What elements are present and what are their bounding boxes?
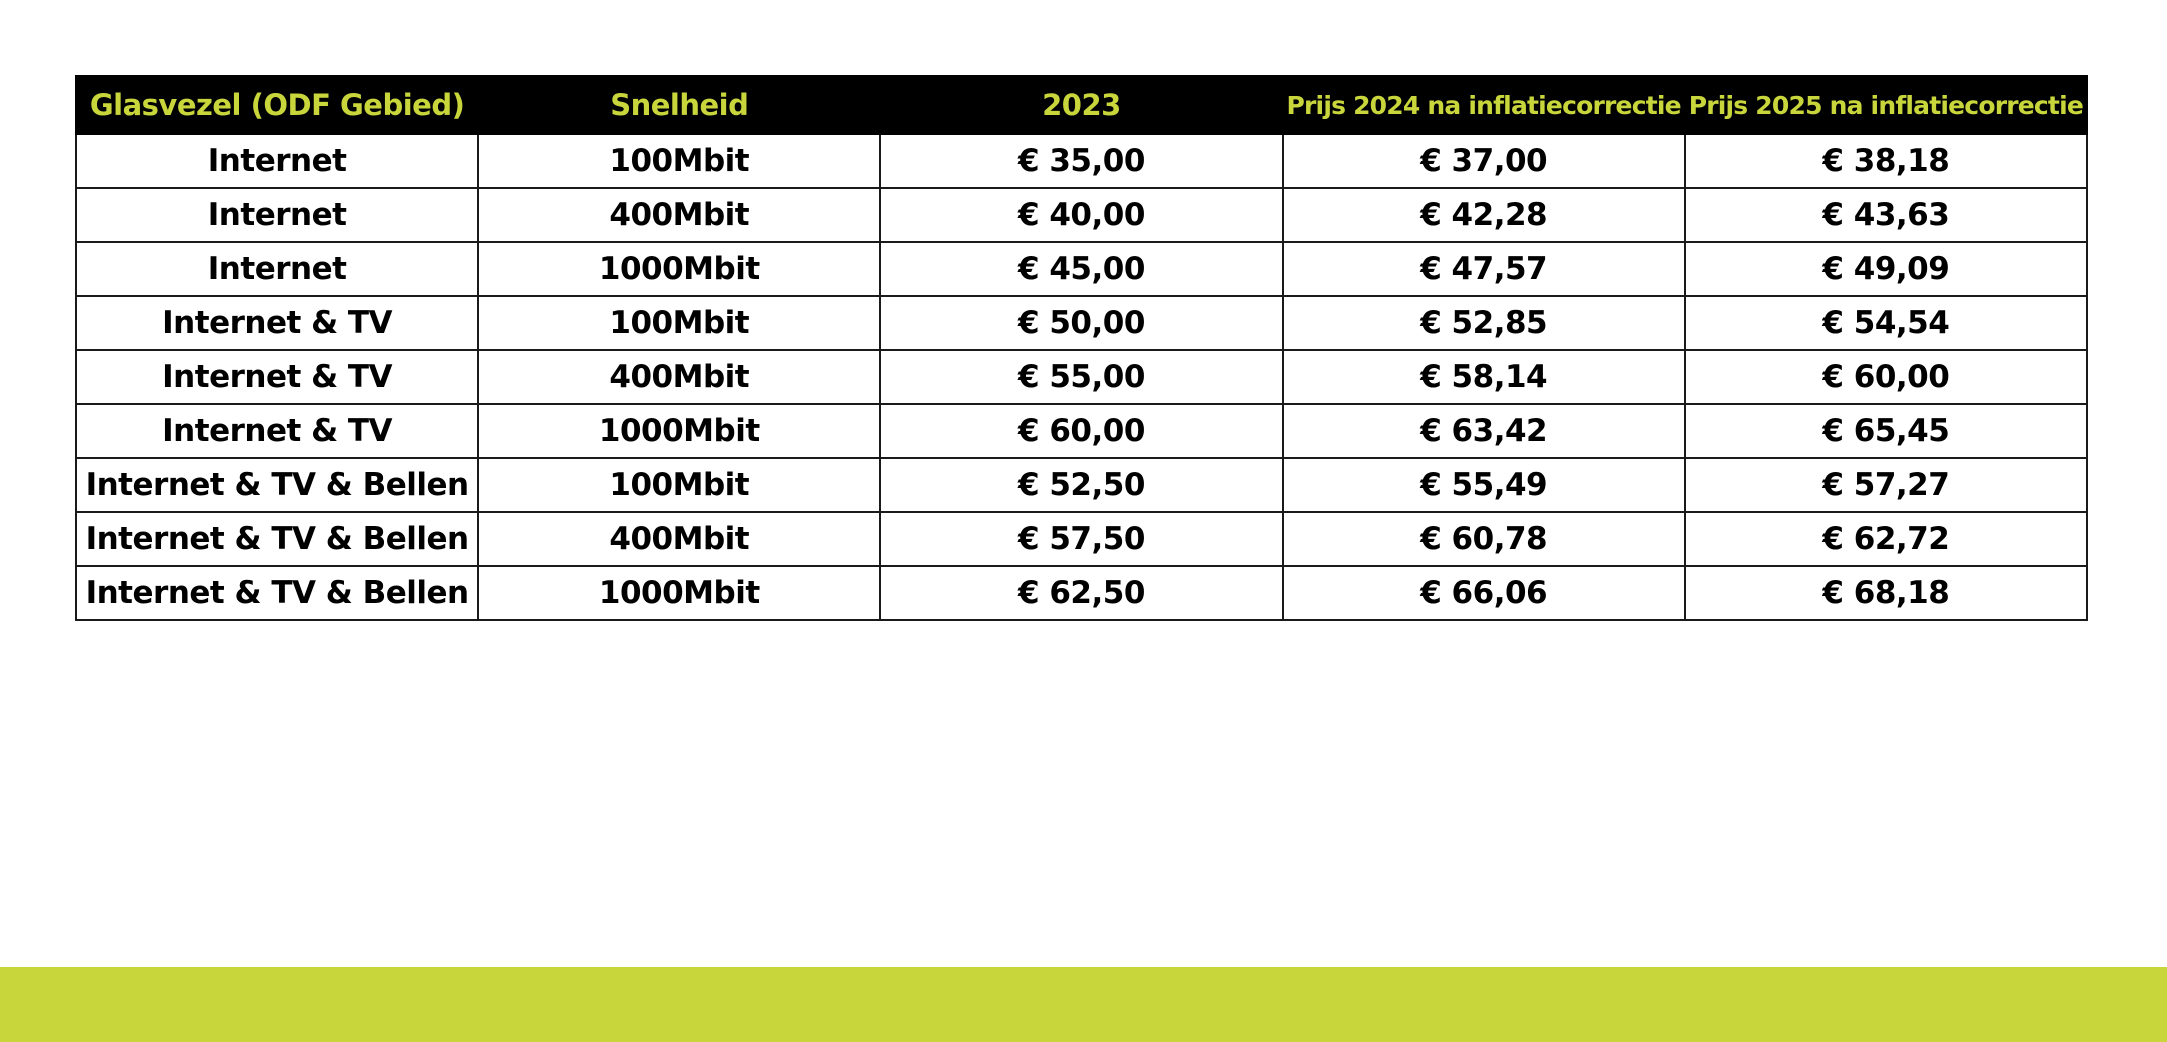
- cell-package: Internet: [76, 242, 478, 296]
- cell-package: Internet & TV & Bellen: [76, 512, 478, 566]
- cell-price-2024: € 52,85: [1283, 296, 1685, 350]
- header-glasvezel: Glasvezel (ODF Gebied): [76, 76, 478, 134]
- header-prijs-2025: Prijs 2025 na inflatiecorrectie: [1685, 76, 2087, 134]
- cell-speed: 400Mbit: [478, 188, 880, 242]
- cell-price-2025: € 68,18: [1685, 566, 2087, 620]
- cell-price-2025: € 54,54: [1685, 296, 2087, 350]
- cell-package: Internet: [76, 188, 478, 242]
- cell-package: Internet & TV: [76, 404, 478, 458]
- cell-speed: 400Mbit: [478, 512, 880, 566]
- cell-price-2023: € 62,50: [880, 566, 1282, 620]
- table-row: [76, 350, 2087, 404]
- cell-package: Internet & TV & Bellen: [76, 566, 478, 620]
- cell-package: Internet & TV: [76, 350, 478, 404]
- cell-price-2024: € 63,42: [1283, 404, 1685, 458]
- cell-price-2025: € 38,18: [1685, 134, 2087, 188]
- table-row: [76, 512, 2087, 566]
- header-row: [76, 76, 2087, 134]
- cell-package: Internet & TV: [76, 296, 478, 350]
- cell-price-2023: € 57,50: [880, 512, 1282, 566]
- cell-price-2025: € 60,00: [1685, 350, 2087, 404]
- cell-price-2023: € 50,00: [880, 296, 1282, 350]
- cell-price-2024: € 58,14: [1283, 350, 1685, 404]
- cell-price-2023: € 35,00: [880, 134, 1282, 188]
- cell-speed: 1000Mbit: [478, 242, 880, 296]
- table-row: [76, 404, 2087, 458]
- cell-price-2023: € 45,00: [880, 242, 1282, 296]
- cell-speed: 100Mbit: [478, 134, 880, 188]
- pricing-table-body: [76, 134, 2087, 620]
- cell-speed: 1000Mbit: [478, 404, 880, 458]
- cell-price-2024: € 60,78: [1283, 512, 1685, 566]
- cell-speed: 1000Mbit: [478, 566, 880, 620]
- cell-price-2023: € 55,00: [880, 350, 1282, 404]
- table-row: [76, 242, 2087, 296]
- cell-speed: 100Mbit: [478, 296, 880, 350]
- header-prijs-2024: Prijs 2024 na inflatiecorrectie: [1283, 76, 1685, 134]
- table-row: [76, 296, 2087, 350]
- cell-speed: 400Mbit: [478, 350, 880, 404]
- pricing-table-head: [76, 76, 2087, 134]
- cell-price-2025: € 49,09: [1685, 242, 2087, 296]
- cell-package: Internet: [76, 134, 478, 188]
- table-row: [76, 188, 2087, 242]
- cell-speed: 100Mbit: [478, 458, 880, 512]
- cell-price-2024: € 42,28: [1283, 188, 1685, 242]
- cell-package: Internet & TV & Bellen: [76, 458, 478, 512]
- header-2023: 2023: [880, 76, 1282, 134]
- table-row: [76, 458, 2087, 512]
- cell-price-2024: € 66,06: [1283, 566, 1685, 620]
- cell-price-2025: € 57,27: [1685, 458, 2087, 512]
- cell-price-2025: € 62,72: [1685, 512, 2087, 566]
- table-row: [76, 566, 2087, 620]
- cell-price-2023: € 40,00: [880, 188, 1282, 242]
- cell-price-2024: € 55,49: [1283, 458, 1685, 512]
- footer-accent-band: [0, 967, 2167, 1042]
- cell-price-2025: € 43,63: [1685, 188, 2087, 242]
- header-snelheid: Snelheid: [478, 76, 880, 134]
- table-row: [76, 134, 2087, 188]
- cell-price-2023: € 60,00: [880, 404, 1282, 458]
- cell-price-2023: € 52,50: [880, 458, 1282, 512]
- cell-price-2025: € 65,45: [1685, 404, 2087, 458]
- cell-price-2024: € 47,57: [1283, 242, 1685, 296]
- cell-price-2024: € 37,00: [1283, 134, 1685, 188]
- pricing-table: [75, 75, 2088, 621]
